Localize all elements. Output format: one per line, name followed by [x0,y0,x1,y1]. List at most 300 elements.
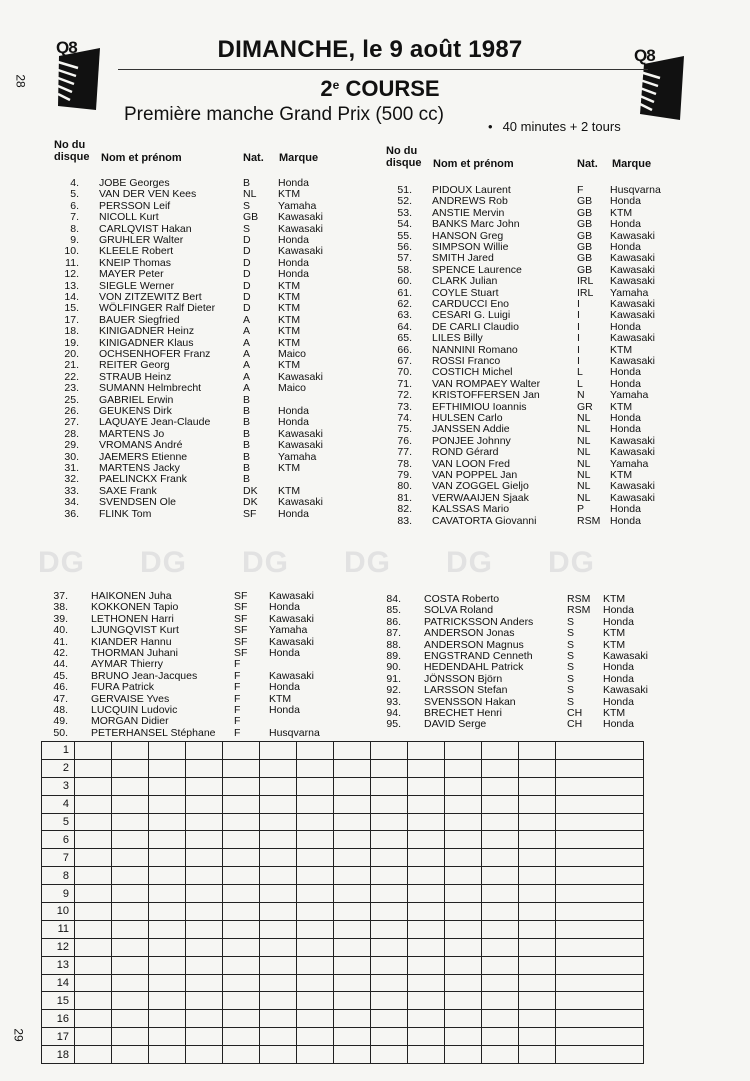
results-cell[interactable] [260,903,297,921]
results-cell[interactable] [186,849,223,867]
results-cell[interactable] [482,938,519,956]
results-cell[interactable] [186,1046,223,1064]
rider-brand: Honda [610,195,641,208]
results-cell[interactable] [75,974,112,992]
results-cell[interactable] [75,813,112,831]
results-cell[interactable] [223,1028,260,1046]
results-cell[interactable] [297,795,334,813]
results-cell[interactable] [297,885,334,903]
results-cell[interactable] [371,903,408,921]
results-cell[interactable] [445,938,482,956]
results-cell[interactable] [149,742,186,760]
results-cell[interactable] [371,759,408,777]
results-cell[interactable] [519,1028,556,1046]
results-cell[interactable] [260,1028,297,1046]
rider-number: 5. [70,188,79,201]
results-cell[interactable] [482,1010,519,1028]
results-cell[interactable] [75,849,112,867]
results-cell[interactable] [445,903,482,921]
results-cell[interactable] [482,867,519,885]
results-cell[interactable] [186,831,223,849]
results-cell[interactable] [112,795,149,813]
results-cell[interactable] [334,885,371,903]
results-row-number: 4 [42,795,75,813]
rider-brand: KTM [610,206,633,219]
results-cell[interactable] [408,1046,445,1064]
results-cell[interactable] [112,885,149,903]
results-cell[interactable] [112,938,149,956]
results-cell[interactable] [556,1028,644,1046]
results-cell[interactable] [408,1028,445,1046]
results-cell[interactable] [334,920,371,938]
rider-number: 39. [53,612,68,625]
results-cell[interactable] [260,742,297,760]
results-cell[interactable] [371,831,408,849]
results-cell[interactable] [223,903,260,921]
results-cell[interactable] [186,1010,223,1028]
results-cell[interactable] [260,956,297,974]
results-cell[interactable] [445,831,482,849]
results-cell[interactable] [482,1046,519,1064]
results-cell[interactable] [223,938,260,956]
results-cell[interactable] [371,974,408,992]
results-cell[interactable] [556,992,644,1010]
results-cell[interactable] [297,742,334,760]
results-cell[interactable] [223,1046,260,1064]
results-cell[interactable] [112,742,149,760]
results-cell[interactable] [556,742,644,760]
results-cell[interactable] [519,956,556,974]
results-cell[interactable] [112,759,149,777]
rider-number: 84. [386,593,401,605]
results-cell[interactable] [556,849,644,867]
results-cell[interactable] [149,813,186,831]
rider-brand: Kawasaki [269,612,314,625]
results-cell[interactable] [334,813,371,831]
results-cell[interactable] [223,795,260,813]
results-cell[interactable] [297,813,334,831]
results-cell[interactable] [149,1046,186,1064]
results-cell[interactable] [334,777,371,795]
results-cell[interactable] [445,1010,482,1028]
results-cell[interactable] [482,742,519,760]
results-cell[interactable] [371,813,408,831]
results-grid [41,741,644,1064]
results-cell[interactable] [334,849,371,867]
results-row-number: 18 [42,1046,75,1064]
rider-nationality: S [567,650,575,662]
results-cell[interactable] [519,1046,556,1064]
results-cell[interactable] [519,1010,556,1028]
results-cell[interactable] [186,795,223,813]
results-cell[interactable] [482,920,519,938]
results-cell[interactable] [334,795,371,813]
results-cell[interactable] [519,849,556,867]
results-cell[interactable] [297,1046,334,1064]
results-cell[interactable] [482,974,519,992]
results-cell[interactable] [75,795,112,813]
results-cell[interactable] [482,831,519,849]
results-cell[interactable] [149,759,186,777]
results-row-number: 9 [42,885,75,903]
results-cell[interactable] [149,1028,186,1046]
results-cell[interactable] [334,831,371,849]
results-cell[interactable] [519,903,556,921]
results-cell[interactable] [75,885,112,903]
results-cell[interactable] [445,867,482,885]
rider-brand: Yamaha [269,624,308,637]
results-cell[interactable] [112,849,149,867]
results-cell[interactable] [371,1046,408,1064]
results-cell[interactable] [186,867,223,885]
results-cell[interactable] [334,992,371,1010]
results-cell[interactable] [260,813,297,831]
results-cell[interactable] [260,974,297,992]
results-cell[interactable] [445,759,482,777]
results-cell[interactable] [149,903,186,921]
header-right-brand: Marque [612,158,652,170]
rider-name: NICOLL Kurt [99,211,159,224]
rider-name: KINIGADNER Heinz [99,325,195,338]
results-cell[interactable] [371,885,408,903]
results-cell[interactable] [149,849,186,867]
results-cell[interactable] [112,920,149,938]
results-row-number: 2 [42,759,75,777]
rider-number: 50. [53,726,68,739]
results-cell[interactable] [75,956,112,974]
results-cell[interactable] [445,992,482,1010]
rider-number: 79. [397,469,412,481]
results-cell[interactable] [186,956,223,974]
results-cell[interactable] [260,885,297,903]
results-cell[interactable] [223,956,260,974]
results-cell[interactable] [408,795,445,813]
results-cell[interactable] [408,777,445,795]
results-cell[interactable] [556,956,644,974]
results-cell[interactable] [297,1028,334,1046]
results-cell[interactable] [186,1028,223,1046]
results-cell[interactable] [408,920,445,938]
rider-nationality: S [567,672,575,685]
results-cell[interactable] [260,938,297,956]
results-cell[interactable] [297,992,334,1010]
results-cell[interactable] [75,1028,112,1046]
results-cell[interactable] [556,885,644,903]
rider-nationality: A [243,325,251,338]
results-cell[interactable] [223,813,260,831]
results-cell[interactable] [186,813,223,831]
results-cell[interactable] [334,759,371,777]
results-cell[interactable] [260,777,297,795]
results-cell[interactable] [149,795,186,813]
results-cell[interactable] [519,795,556,813]
results-cell[interactable] [260,831,297,849]
results-cell[interactable] [75,831,112,849]
results-cell[interactable] [334,974,371,992]
results-cell[interactable] [334,956,371,974]
results-cell[interactable] [519,974,556,992]
results-cell[interactable] [334,742,371,760]
results-cell[interactable] [149,885,186,903]
results-cell[interactable] [371,1028,408,1046]
results-cell[interactable] [149,992,186,1010]
results-cell[interactable] [223,920,260,938]
rider-name: GEUKENS Dirk [99,405,172,417]
results-cell[interactable] [112,813,149,831]
results-cell[interactable] [260,1046,297,1064]
results-cell[interactable] [186,885,223,903]
results-cell[interactable] [408,903,445,921]
results-cell[interactable] [556,831,644,849]
results-cell[interactable] [75,867,112,885]
rider-name: MAYER Peter [99,268,164,281]
results-cell[interactable] [482,992,519,1010]
results-cell[interactable] [556,1046,644,1064]
results-cell[interactable] [408,813,445,831]
results-cell[interactable] [334,1046,371,1064]
results-cell[interactable] [445,849,482,867]
results-cell[interactable] [75,992,112,1010]
results-cell[interactable] [408,759,445,777]
results-cell[interactable] [556,903,644,921]
results-cell[interactable] [371,777,408,795]
results-cell[interactable] [260,759,297,777]
results-cell[interactable] [223,992,260,1010]
results-cell[interactable] [260,1010,297,1028]
results-cell[interactable] [260,867,297,885]
results-cell[interactable] [482,813,519,831]
results-cell[interactable] [556,867,644,885]
rider-nationality: L [577,366,583,379]
results-cell[interactable] [519,867,556,885]
results-cell[interactable] [556,974,644,992]
results-cell[interactable] [75,1046,112,1064]
results-cell[interactable] [223,777,260,795]
rider-brand: Kawasaki [610,252,655,265]
results-cell[interactable] [556,938,644,956]
results-cell[interactable] [186,938,223,956]
results-cell[interactable] [556,777,644,795]
results-cell[interactable] [149,938,186,956]
results-cell[interactable] [408,938,445,956]
results-cell[interactable] [371,742,408,760]
results-cell[interactable] [519,813,556,831]
results-cell[interactable] [408,742,445,760]
results-cell[interactable] [260,849,297,867]
results-cell[interactable] [149,920,186,938]
results-cell[interactable] [408,974,445,992]
rider-brand: Kawasaki [610,434,655,447]
results-cell[interactable] [186,974,223,992]
results-cell[interactable] [223,849,260,867]
results-cell[interactable] [112,1028,149,1046]
results-cell[interactable] [223,742,260,760]
results-cell[interactable] [334,1028,371,1046]
results-cell[interactable] [297,974,334,992]
rider-name: HANSON Greg [432,229,504,242]
rider-number: 87. [386,627,401,640]
results-cell[interactable] [445,795,482,813]
results-cell[interactable] [149,956,186,974]
results-cell[interactable] [223,885,260,903]
results-cell[interactable] [519,831,556,849]
results-cell[interactable] [149,974,186,992]
results-cell[interactable] [408,849,445,867]
rider-brand: Kawasaki [603,650,648,662]
results-cell[interactable] [149,777,186,795]
results-cell[interactable] [297,759,334,777]
results-cell[interactable] [75,759,112,777]
rider-brand: Honda [278,507,309,520]
results-cell[interactable] [186,920,223,938]
results-cell[interactable] [297,903,334,921]
results-cell[interactable] [445,813,482,831]
results-cell[interactable] [445,777,482,795]
results-cell[interactable] [371,992,408,1010]
rider-name: PIDOUX Laurent [432,184,511,196]
results-cell[interactable] [556,795,644,813]
rider-brand: KTM [278,291,301,303]
results-cell[interactable] [186,742,223,760]
results-cell[interactable] [223,831,260,849]
results-cell[interactable] [371,795,408,813]
results-cell[interactable] [519,777,556,795]
rider-brand: Kawasaki [610,332,655,345]
results-cell[interactable] [445,956,482,974]
results-cell[interactable] [519,938,556,956]
results-cell[interactable] [371,1010,408,1028]
results-cell[interactable] [482,759,519,777]
results-cell[interactable] [112,903,149,921]
rider-number: 42. [53,647,68,659]
rider-number: 85. [386,604,401,617]
results-cell[interactable] [149,1010,186,1028]
results-cell[interactable] [186,777,223,795]
results-cell[interactable] [556,813,644,831]
rider-brand: Kawasaki [610,480,655,493]
results-cell[interactable] [75,777,112,795]
results-cell[interactable] [112,1046,149,1064]
results-cell[interactable] [482,849,519,867]
results-cell[interactable] [112,777,149,795]
results-cell[interactable] [445,1046,482,1064]
results-cell[interactable] [112,974,149,992]
results-cell[interactable] [297,938,334,956]
results-cell[interactable] [297,920,334,938]
results-cell[interactable] [519,885,556,903]
results-cell[interactable] [297,831,334,849]
results-cell[interactable] [260,795,297,813]
results-cell[interactable] [112,831,149,849]
results-cell[interactable] [186,992,223,1010]
results-cell[interactable] [112,867,149,885]
results-cell[interactable] [519,759,556,777]
results-cell[interactable] [371,920,408,938]
results-cell[interactable] [482,777,519,795]
results-cell[interactable] [556,920,644,938]
results-cell[interactable] [482,1028,519,1046]
results-cell[interactable] [408,885,445,903]
results-cell[interactable] [408,867,445,885]
results-cell[interactable] [556,1010,644,1028]
results-cell[interactable] [445,1028,482,1046]
results-cell[interactable] [519,992,556,1010]
results-cell[interactable] [371,867,408,885]
results-cell[interactable] [75,903,112,921]
results-cell[interactable] [408,956,445,974]
results-cell[interactable] [260,920,297,938]
results-cell[interactable] [260,992,297,1010]
results-cell[interactable] [334,938,371,956]
results-cell[interactable] [112,956,149,974]
rider-number: 53. [397,206,412,219]
results-cell[interactable] [445,742,482,760]
results-cell[interactable] [75,742,112,760]
results-cell[interactable] [297,956,334,974]
results-cell[interactable] [297,849,334,867]
results-cell[interactable] [371,938,408,956]
results-cell[interactable] [371,956,408,974]
results-cell[interactable] [75,1010,112,1028]
results-cell[interactable] [186,903,223,921]
results-cell[interactable] [297,777,334,795]
results-cell[interactable] [112,992,149,1010]
results-cell[interactable] [482,885,519,903]
results-cell[interactable] [482,903,519,921]
rider-brand: Maico [278,348,307,360]
rider-name: LAQUAYE Jean-Claude [99,416,211,429]
results-cell[interactable] [75,920,112,938]
results-cell[interactable] [556,759,644,777]
results-cell[interactable] [445,920,482,938]
results-cell[interactable] [223,867,260,885]
rider-nationality: NL [577,469,591,481]
rider-number: 89. [386,650,401,662]
results-cell[interactable] [445,974,482,992]
results-cell[interactable] [482,956,519,974]
results-cell[interactable] [297,1010,334,1028]
results-cell[interactable] [445,885,482,903]
results-cell[interactable] [112,1010,149,1028]
results-cell[interactable] [297,867,334,885]
rider-number: 36. [64,507,79,520]
results-cell[interactable] [408,992,445,1010]
results-cell[interactable] [149,867,186,885]
results-cell[interactable] [223,1010,260,1028]
rider-nationality: B [243,405,251,417]
results-cell[interactable] [334,1010,371,1028]
results-cell[interactable] [519,742,556,760]
results-cell[interactable] [482,795,519,813]
results-cell[interactable] [334,867,371,885]
results-cell[interactable] [371,849,408,867]
results-cell[interactable] [408,831,445,849]
rider-brand: Honda [610,423,641,436]
results-cell[interactable] [223,974,260,992]
rider-number: 71. [397,377,412,390]
results-cell[interactable] [223,759,260,777]
results-cell[interactable] [334,903,371,921]
rider-name: FLINK Tom [99,507,152,520]
results-cell[interactable] [408,1010,445,1028]
results-cell[interactable] [519,920,556,938]
results-row-number: 3 [42,777,75,795]
rider-number: 61. [397,286,412,299]
rider-nationality: F [234,704,241,716]
results-cell[interactable] [149,831,186,849]
results-cell[interactable] [186,759,223,777]
results-cell[interactable] [75,938,112,956]
